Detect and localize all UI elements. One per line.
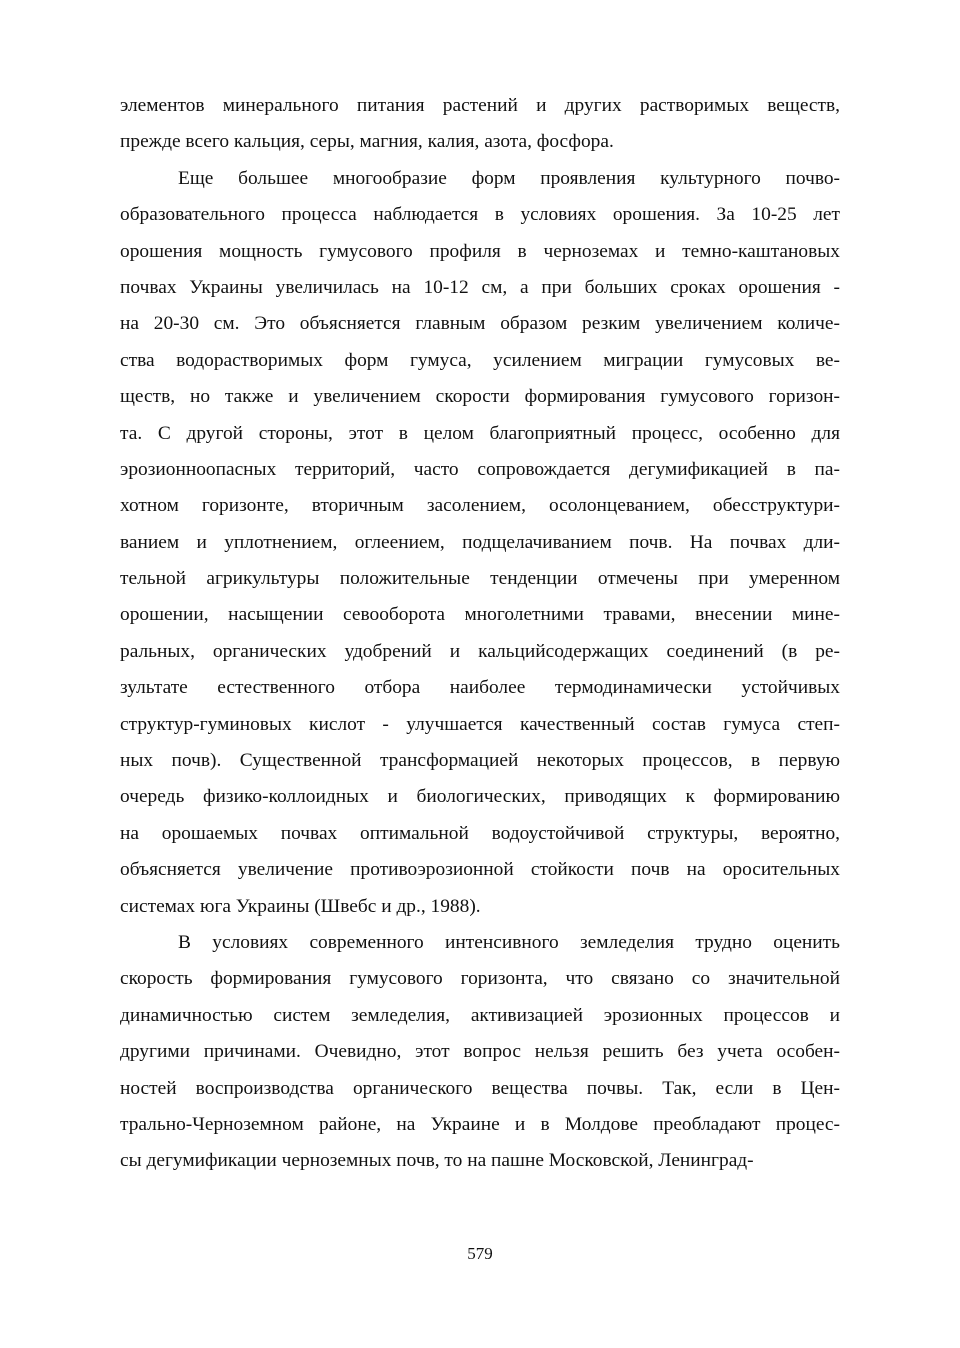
text-line: тельной агрикультуры положительные тенденции отмечены при умеренном bbox=[120, 568, 840, 590]
text-line: ностей воспроизводства органического вещества почвы. Так, если в Цен- bbox=[120, 1077, 840, 1099]
text-line: ществ, но также и увеличением скорости формирования гумусового горизон- bbox=[120, 386, 840, 408]
text-line: В условиях современного интенсивного земледелия трудно оценить bbox=[178, 931, 840, 953]
text-line: очередь физико-коллоидных и биологических, приводящих к формированию bbox=[120, 786, 840, 808]
text-line: Еще большее многообразие форм проявления культурного почво- bbox=[178, 167, 840, 189]
text-line: динамичностью систем земледелия, активизацией эрозионных процессов и bbox=[120, 1004, 840, 1026]
text-line: орошения мощность гумусового профиля в черноземах и темно-каштановых bbox=[120, 240, 840, 262]
paragraph bbox=[120, 925, 840, 1180]
text-line: на 20-30 см. Это объясняется главным образом резким увеличением количе- bbox=[120, 313, 840, 335]
paragraph bbox=[120, 88, 840, 161]
text-line: объясняется увеличение противоэрозионной стойкости почв на оросительных bbox=[120, 859, 840, 881]
text-line: образовательного процесса наблюдается в условиях орошения. За 10-25 лет bbox=[120, 204, 840, 226]
text-line: прежде всего кальция, серы, магния, калия, азота, фосфора. bbox=[120, 131, 614, 153]
paragraph bbox=[120, 161, 840, 925]
text-line: ства водорастворимых форм гумуса, усилением миграции гумусовых ве- bbox=[120, 349, 840, 371]
page-number: 579 bbox=[467, 1244, 493, 1263]
text-line: другими причинами. Очевидно, этот вопрос нельзя решить без учета особен- bbox=[120, 1041, 840, 1063]
text-line: орошении, насыщении севооборота многолетними травами, внесении мине- bbox=[120, 604, 840, 626]
text-line: скорость формирования гумусового горизонта, что связано со значительной bbox=[120, 968, 840, 990]
text-line: хотном горизонте, вторичным засолением, осолонцеванием, обесструктури- bbox=[120, 495, 840, 517]
text-line: эрозионноопасных территорий, часто сопровождается дегумификацией в па- bbox=[120, 458, 840, 480]
text-line: та. С другой стороны, этот в целом благоприятный процесс, особенно для bbox=[120, 422, 840, 444]
body-text bbox=[120, 88, 840, 1180]
text-line: системах юга Украины (Швебс и др., 1988). bbox=[120, 895, 481, 917]
text-line: на орошаемых почвах оптимальной водоустойчивой структуры, вероятно, bbox=[120, 822, 840, 844]
text-line: зультате естественного отбора наиболее термодинамически устойчивых bbox=[120, 677, 840, 699]
text-line: ных почв). Существенной трансформацией некоторых процессов, в первую bbox=[120, 750, 840, 772]
text-line: ванием и уплотнением, оглеением, подщелачиванием почв. На почвах дли- bbox=[120, 531, 840, 553]
text-line: почвах Украины увеличилась на 10-12 см, а при больших сроках орошения - bbox=[120, 276, 840, 298]
text-line: элементов минерального питания растений и других растворимых веществ, bbox=[120, 95, 840, 116]
text-line: структур-гуминовых кислот - улучшается качественный состав гумуса степ- bbox=[120, 713, 840, 735]
text-line: трально-Черноземном районе, на Украине и в Молдове преобладают процес- bbox=[120, 1113, 840, 1135]
text-line: сы дегумификации черноземных почв, то на пашне Московской, Ленинград- bbox=[120, 1150, 754, 1172]
text-line: ральных, органических удобрений и кальцийсодержащих соединений (в ре- bbox=[120, 640, 840, 662]
